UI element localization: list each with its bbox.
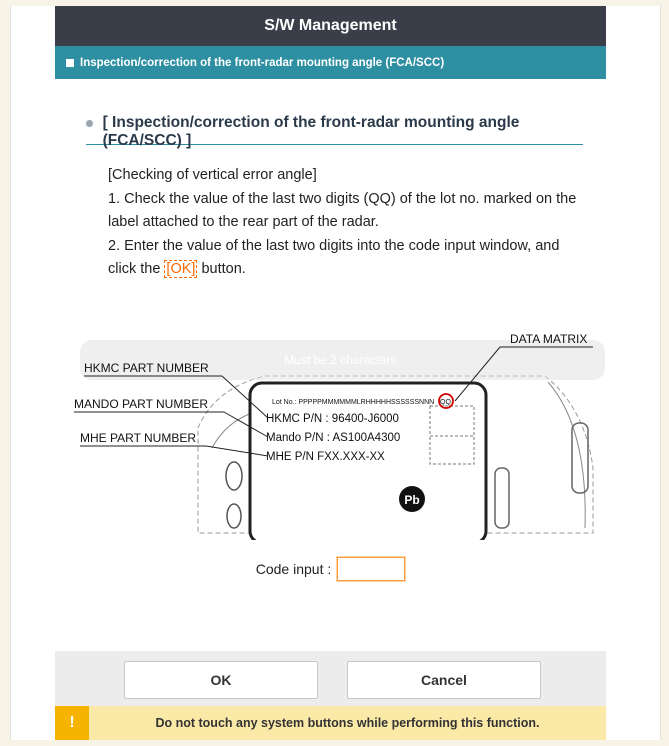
window-title: S/W Management — [55, 6, 606, 46]
lot-number-text: Lot No.: PPPPPMMMMMMLRHHHHHSSSSSSNNN — [272, 399, 435, 406]
mando-pn-text: Mando P/N : AS100A4300 — [266, 432, 401, 444]
warning-bar — [55, 706, 606, 740]
instructions-step-2 — [108, 235, 588, 282]
radar-label-diagram — [0, 318, 649, 540]
data-matrix-label: DATA MATRIX — [510, 332, 588, 346]
mhe-part-label: MHE PART NUMBER — [80, 431, 197, 445]
app-window — [55, 6, 606, 740]
radar-curve-right — [548, 382, 585, 528]
right-tab — [495, 468, 509, 528]
section-header — [86, 114, 583, 149]
hkmc-pn-text: HKMC P/N : 96400-J6000 — [266, 413, 399, 425]
ok-button[interactable]: OK — [124, 661, 318, 699]
mando-part-label: MANDO PART NUMBER — [74, 397, 209, 411]
code-input-field[interactable] — [337, 557, 405, 581]
left-connector-ring-2 — [227, 504, 241, 528]
step-2-text-before: 2. Enter the value of the last two digits into the code input window, and click the — [108, 237, 560, 277]
instructions-step-1: 1. Check the value of the last two digits (QQ) of the lot no. marked on the label attached to the rear part of the radar. — [108, 190, 577, 230]
cancel-button[interactable]: Cancel — [347, 661, 541, 699]
lot-qq-text: QQ — [440, 399, 451, 406]
sub-header-title: Inspection/correction of the front-radar mounting angle (FCA/SCC) — [80, 56, 445, 69]
warning-text: Do not touch any system buttons while performing this function. — [155, 716, 540, 730]
radar-diagram-svg — [0, 318, 649, 540]
code-input-label: Code input : — [255, 561, 332, 577]
pb-mark-text: Pb — [404, 493, 420, 507]
code-input-row — [55, 556, 606, 582]
mhe-pn-text: MHE P/N FXX.XXX-XX — [266, 451, 385, 463]
left-connector-ring — [226, 462, 242, 490]
step-2-text-after: button. — [197, 261, 246, 277]
hkmc-part-label: HKMC PART NUMBER — [84, 361, 209, 375]
instructions — [108, 164, 588, 282]
right-latch — [572, 423, 588, 493]
sub-header — [55, 46, 606, 79]
button-bar — [55, 651, 606, 706]
instructions-heading: [Checking of vertical error angle] — [108, 167, 317, 183]
bullet-dot-icon — [86, 120, 93, 127]
ok-reference: [OK] — [166, 261, 196, 277]
toast-text: Must be 2 characters. — [284, 353, 400, 367]
square-bullet-icon — [66, 59, 74, 67]
section-title: [ Inspection/correction of the front-radar mounting angle (FCA/SCC) ] — [102, 114, 520, 149]
warning-icon: ! — [55, 706, 89, 740]
